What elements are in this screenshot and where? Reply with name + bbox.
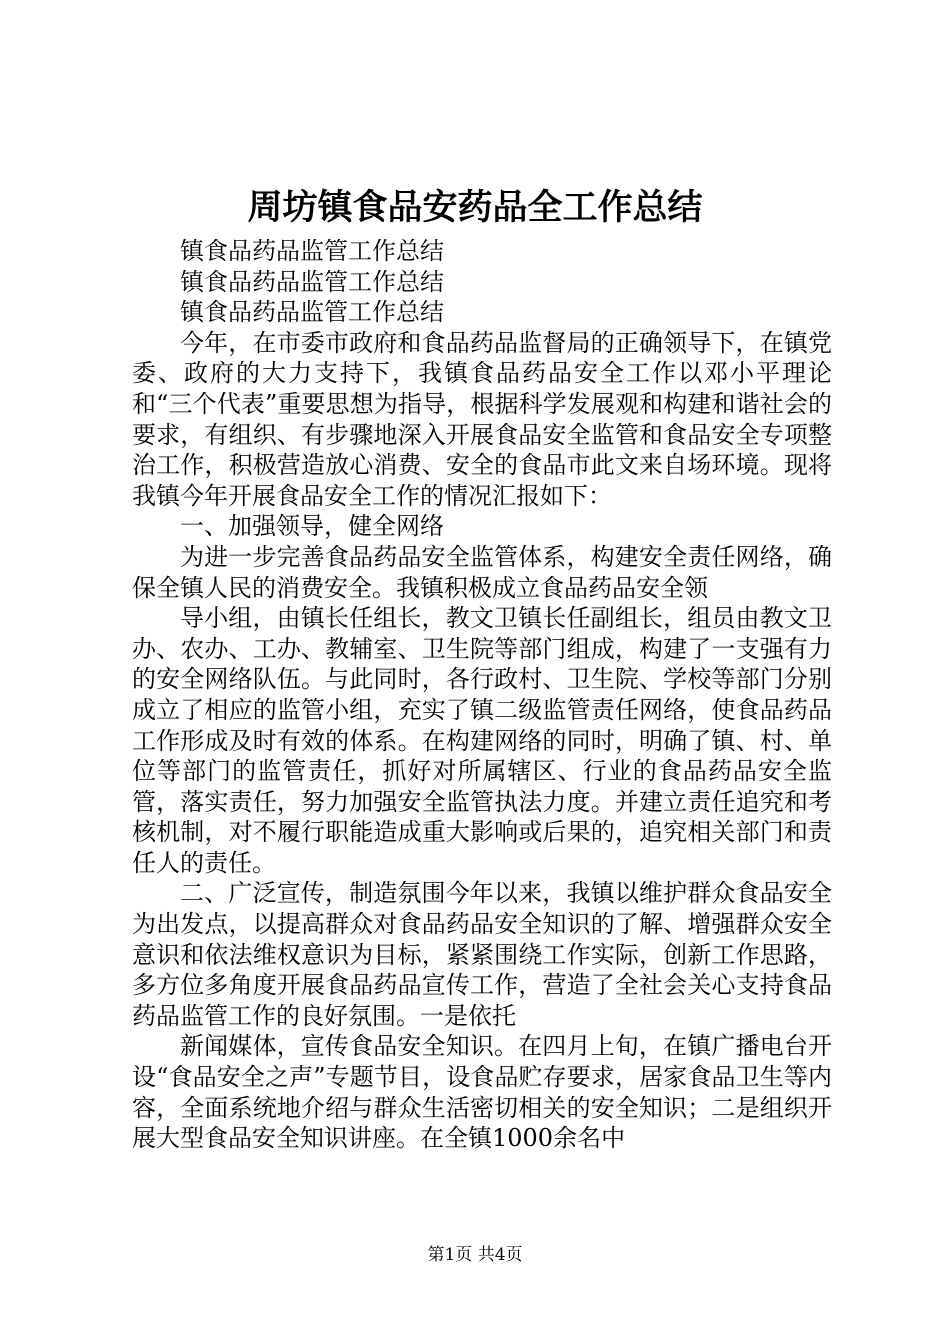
paragraph: 镇食品药品监管工作总结 [180,237,444,265]
document-body [132,236,832,1154]
paragraph: 今年，在市委市政府和食品药品监督局的正确领导下，在镇党委、政府的大力支持下，我镇食品药品安全工作以邓小平理论和“三个代表”重要思想为指导，根据科学发展观和构建和谐社会的要求，有组织、有步骤地深入开展食品安全监管和食品安全专项整治工作，积极营造放心消费、安全的食品市此文来自场环境。现将我镇今年开展食品安全工作的情况汇报如下： [132,328,832,510]
paragraph: 导小组，由镇长任组长，教文卫镇长任副组长，组员由教文卫办、农办、工办、教辅室、卫生院等部门组成，构建了一支强有力的安全网络队伍。与此同时，各行政村、卫生院、学校等部门分别成立了相应的监管小组，充实了镇二级监管责任网络，使食品药品工作形成及时有效的体系。在构建网络的同时，明确了镇、村、单位等部门的监管责任，抓好对所属辖区、行业的食品药品安全监管，落实责任，努力加强安全监管执法力度。并建立责任追究和考核机制，对不履行职能造成重大影响或后果的，追究相关部门和责任人的责任。 [132,604,832,877]
paragraph: 镇食品药品监管工作总结 [180,267,444,296]
paragraph: 二、广泛宣传，制造氛围今年以来，我镇以维护群众食品安全为出发点，以提高群众对食品药品安全知识的了解、增强群众安全意识和依法维权意识为目标，紧紧围绕工作实际，创新工作思路，多方位多角度开展食品药品宣传工作，营造了全社会关心支持食品药品监管工作的良好氛围。一是依托 [132,879,832,1030]
document-title: 周坊镇食品安药品全工作总结 [247,187,703,228]
page-footer: 第1页 共4页 [427,1245,523,1265]
section-heading: 一、加强领导，健全网络 [180,512,444,541]
paragraph: 镇食品药品监管工作总结 [180,298,444,327]
paragraph: 新闻媒体，宣传食品安全知识。在四月上旬，在镇广播电台开设“食品安全之声”专题节目，设食品贮存要求，居家食品卫生等内容，全面系统地介绍与群众生活密切相关的安全知识；二是组织开展大型食品安全知识讲座。在全镇1000余名中 [132,1032,832,1153]
paragraph: 为进一步完善食品药品安全监管体系，构建安全责任网络，确保全镇人民的消费安全。我镇积极成立食品药品安全领 [132,542,832,602]
